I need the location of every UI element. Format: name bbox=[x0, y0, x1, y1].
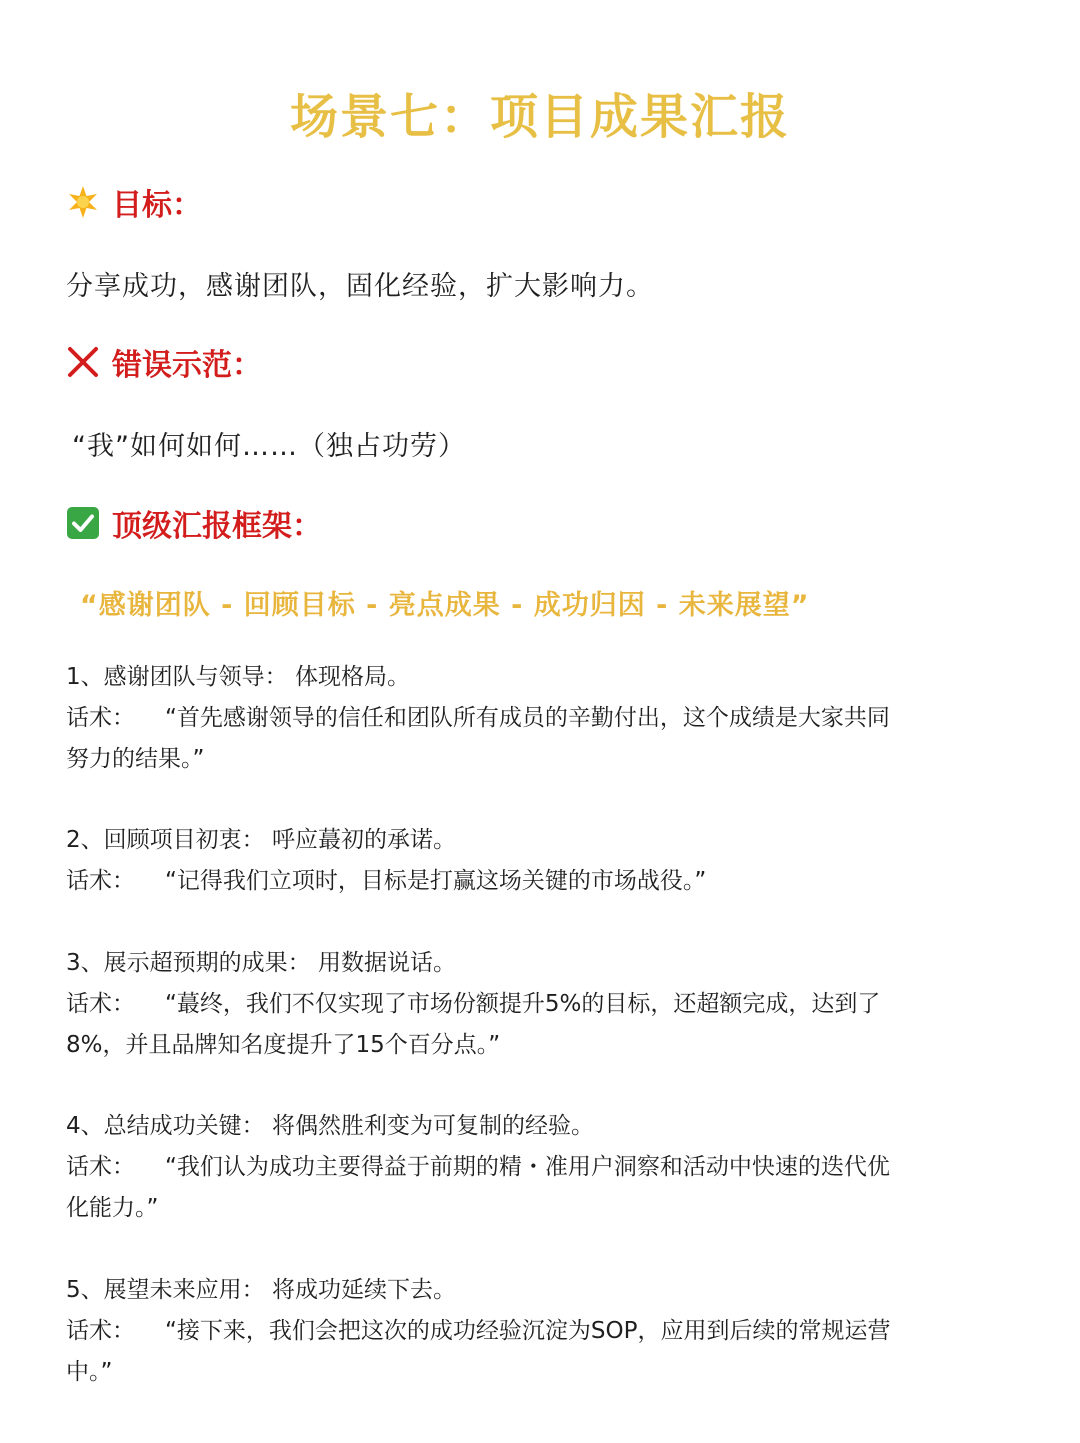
wrong-example-heading-label: 错误示范： bbox=[112, 348, 262, 383]
item-point: 1、感谢团队与领导： 体现格局。 bbox=[66, 664, 410, 690]
framework-item-1 bbox=[66, 657, 996, 780]
item-point: 4、总结成功关键： 将偶然胜利变为可复制的经验。 bbox=[66, 1113, 594, 1139]
wrong-example-text: “我”如何如何……（独占功劳） bbox=[72, 431, 466, 462]
script-label: 话术： bbox=[66, 1154, 135, 1180]
script-text-continued: 8%，并且品牌知名度提升了15个百分点。” bbox=[66, 1032, 501, 1058]
goal-heading-label: 目标： bbox=[112, 188, 202, 223]
framework-item-2 bbox=[66, 820, 996, 902]
script-text: “接下来，我们会把这次的成功经验沉淀为SOP，应用到后续的常规运营 bbox=[165, 1318, 891, 1344]
script-label: 话术： bbox=[66, 1318, 135, 1344]
script-text-continued: 化能力。” bbox=[66, 1195, 159, 1221]
sparkle-star-icon bbox=[66, 185, 100, 219]
goal-text: 分享成功，感谢团队，固化经验，扩大影响力。 bbox=[66, 271, 654, 302]
framework-heading-label: 顶级汇报框架： bbox=[112, 509, 322, 544]
script-text-continued: 中。” bbox=[66, 1359, 113, 1385]
goal-heading bbox=[66, 180, 202, 224]
framework-heading bbox=[66, 501, 322, 545]
framework-summary: “感谢团队 - 回顾目标 - 亮点成果 - 成功归因 - 未来展望” bbox=[80, 590, 810, 621]
script-label: 话术： bbox=[66, 868, 135, 894]
framework-item-3 bbox=[66, 943, 996, 1066]
item-point: 3、展示超预期的成果： 用数据说话。 bbox=[66, 950, 456, 976]
framework-item-5 bbox=[66, 1270, 996, 1393]
wrong-example-heading bbox=[66, 340, 262, 384]
script-label: 话术： bbox=[66, 991, 135, 1017]
script-text: “首先感谢领导的信任和团队所有成员的辛勤付出，这个成绩是大家共同 bbox=[165, 705, 890, 731]
framework-item-4 bbox=[66, 1106, 996, 1229]
script-text: “我们认为成功主要得益于前期的精・准用户洞察和活动中快速的迭代优 bbox=[165, 1154, 890, 1180]
page-title: 场景七：项目成果汇报 bbox=[289, 89, 790, 145]
script-text-continued: 努力的结果。” bbox=[66, 746, 205, 772]
item-point: 5、展望未来应用： 将成功延续下去。 bbox=[66, 1277, 456, 1303]
script-text: “记得我们立项时，目标是打赢这场关键的市场战役。” bbox=[165, 868, 707, 894]
script-label: 话术： bbox=[66, 705, 135, 731]
green-check-icon bbox=[66, 506, 100, 540]
script-text: “蕞终，我们不仅实现了市场份额提升5%的目标，还超额完成，达到了 bbox=[165, 991, 881, 1017]
item-point: 2、回顾项目初衷： 呼应蕞初的承诺。 bbox=[66, 827, 456, 853]
red-cross-icon bbox=[66, 345, 100, 379]
